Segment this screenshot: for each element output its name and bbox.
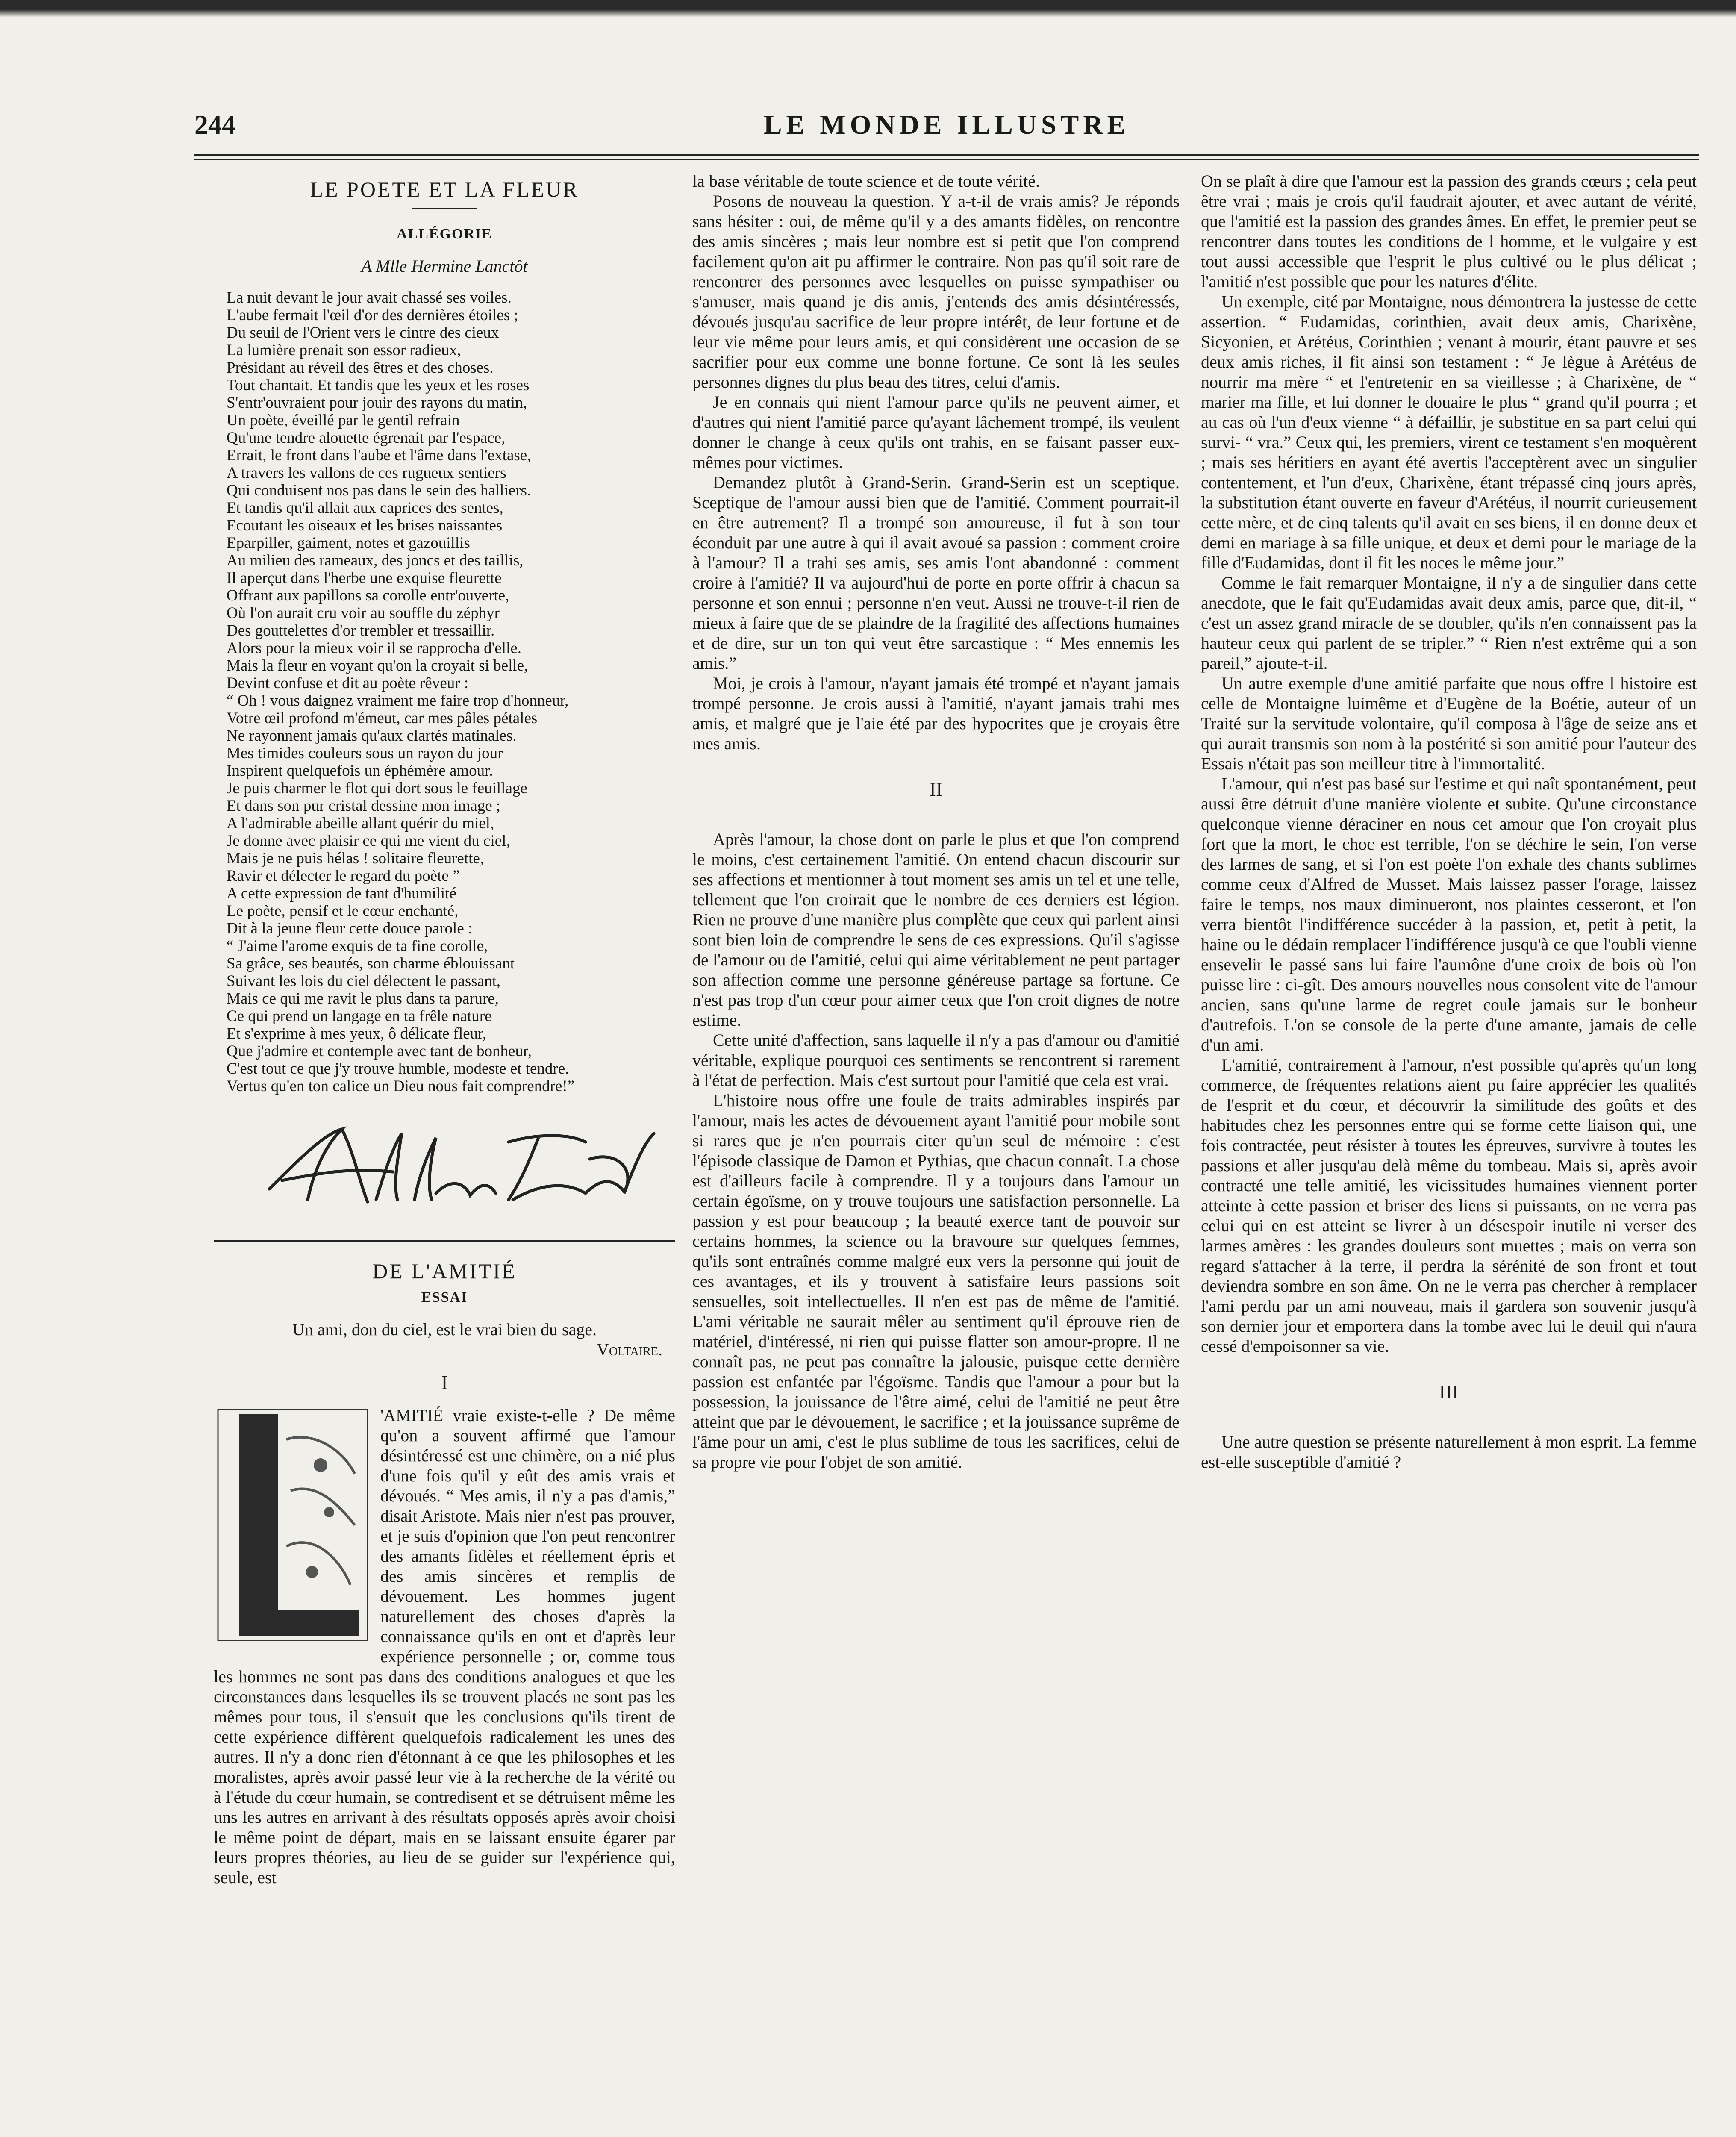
poem-line: Je puis charmer le flot qui dort sous le feuillage bbox=[227, 780, 527, 797]
section-heading-1: I bbox=[441, 1372, 448, 1393]
poem-line: Du seuil de l'Orient vers le cintre des cieux bbox=[227, 324, 499, 341]
poem-line: Des gouttelettes d'or trembler et tressaillir. bbox=[227, 622, 495, 639]
essay-paragraph: Posons de nouveau la question. Y a-t-il de vrais amis? Je réponds sans hésiter : oui, de même qu'il y a des amants fidèles, on rencontre des amis sincères ; mais leur nombre est si petit que l'on comprend facilement qu'on ait pu affirmer le contraire. Non pas qu'il soit rare de rencontrer des personnes avec lesquelles on puisse sympathiser ou s'amuser, mais quand je dis amis, j'entends des amis désintéressés, dévoués jusqu'au sacrifice de leur propre intérêt, de leur fortune et de leur vie même pour leurs amis, et qui considèrent une occasion de se sacrifier pour eux comme une bonne fortune. Ce sont là les seules personnes dignes du plus beau des titres, celui d'amis. bbox=[692, 191, 1180, 391]
epigraph-author: Voltaire. bbox=[597, 1340, 662, 1359]
essay-paragraph: L'histoire nous offre une foule de traits admirables inspirés par l'amour, mais les actes de dévouement ayant l'amitié pour mobile sont si rares que je n'en pourrais citer qu'un seul de mémoire : c'est l'épisode classique de Damon et Pythias, que chacun connaît. La chose est d'ailleurs facile à comprendre. Il y a toujours dans l'amour un certain égoïsme, on y trouve toujours une satisfaction personnelle. La passion y est pour beaucoup ; la beauté exerce tant de pouvoir sur certains hommes, la science ou la bravoure sur quelques femmes, qu'ils sont entraînés comme malgré eux vers la personne qui jouit de ces avantages, et ils y trouvent à satisfaire leurs passions soit sensuelles, soit intellectuelles. Il n'en est pas de même de l'amitié. L'ami véritable ne saurait mêler au sentiment qu'il éprouve rien de matériel, d'intéressé, ni rien qui puisse flatter son amour-propre. Il ne connaît pas, ne peut pas connaître la jalousie, puisque cette dernière passion est enfantée par l'égoïsme. Tandis que l'amour a pour but la possession, la jouissance de l'être aimé, celui de l'amitié ne peut être atteint que par le dévouement, le sacrifice ; et la jouissance suprême de l'âme pour un ami, c'est le plus sublime de tous les sacrifices, celui de sa propre vie pour l'objet de son amitié. bbox=[692, 1091, 1180, 1472]
poem-line: Et dans son pur cristal dessine mon image ; bbox=[227, 797, 501, 815]
poem-line: Le poète, pensif et le cœur enchanté, bbox=[227, 902, 459, 920]
header-rule-thin bbox=[194, 159, 1699, 160]
essay-paragraph: Je en connais qui nient l'amour parce qu'ils ne peuvent aimer, et d'autres qui nient l'amitié parce qu'ayant lâchement trompé, ils veulent donner le change à ceux qu'ils ont trahis, en se faisant passer eux-mêmes pour victimes. bbox=[692, 392, 1180, 472]
essay-paragraph: Comme le fait remarquer Montaigne, il n'y a de singulier dans cette anecdote, que le fait qu'Eudamidas avait deux amis, parce que, dit-il, “ c'est un assez grand miracle de se doubler, qu'ils n'en connaissent pas la hauteur ceux qui parlent de se tripler.” “ Rien n'est extrême qui a son pareil,” ajoute-t-il. bbox=[1201, 573, 1697, 673]
title-divider bbox=[412, 208, 477, 209]
author-signature bbox=[214, 1108, 675, 1223]
poem-line: Il aperçut dans l'herbe une exquise fleurette bbox=[227, 569, 502, 587]
poem-line: Au milieu des rameaux, des joncs et des taillis, bbox=[227, 552, 524, 569]
poem-body bbox=[214, 289, 675, 1095]
page-number: 244 bbox=[194, 109, 235, 140]
essay-paragraph: Un autre exemple d'une amitié parfaite que nous offre l histoire est celle de Montaigne luimême et d'Eugène de la Boétie, auteur of un Traité sur la servitude volontaire, qu'il composa à l'âge de seize ans et qui aurait transmis son nom à la postérité si son amitié pour l'auteur des Essais n'était pas son meilleur titre à l'immortalité. bbox=[1201, 674, 1697, 773]
poem-line: Où l'on aurait cru voir au souffle du zéphyr bbox=[227, 604, 500, 622]
essay-paragraph: 'AMITIÉ vraie existe-t-elle ? De même qu'on a souvent affirmé que l'amour désintéressé est une chimère, on a nié plus d'une fois qu'il y eût des amis vrais et dévoués. “ Mes amis, il n'y a pas d'amis,” disait Aristote. Mais nier n'est pas prouver, et je suis d'opinion que l'on peut rencontrer des amants fidèles et réellement épris et des amis sincères et remplis de dévouement. Les hommes jugent naturellement des choses d'après la connaissance qu'ils en ont et d'après leur expérience personnelle ; or, comme tous les hommes ne sont pas dans des conditions analogues et que les circonstances dans lesquelles ils se trouvent placés ne sont pas les mêmes pour tous, il s'ensuit que les conclusions qu'ils tirent de cette expérience diffèrent quelquefois radicalement les unes des autres. Il n'y a donc rien d'étonnant à ce que les philosophes et les moralistes, après avoir passé leur vie à la recherche de la vérité ou à l'étude du cœur humain, se contredisent et se détruisent même les uns les autres en arrivant à des résultats opposés après avoir choisi le même point de départ, mais en se laissant ensuite égarer par leurs propres théories, au lieu de se guider sur l'expérience qui, seule, est bbox=[214, 1406, 675, 1887]
essay-paragraph: L'amour, qui n'est pas basé sur l'estime et qui naît spontanément, peut aussi être détruit d'une manière violente et subite. Qu'une circonstance quelconque vienne déraciner en nous cet amour que l'on croyait plus fort que la mort, le choc est terrible, l'on se déchire le sein, l'on verse des larmes de sang, et si l'on est poète l'on exhale des chants sublimes comme ceux d'Alfred de Musset. Mais laissez passer l'orage, laissez faire le temps, nos maux diminueront, nos plaintes cesseront, et l'on verra bientôt l'indifférence succéder à la passion, et, petit à petit, la haine ou le dédain remplacer l'indifférence jusqu'à ce que l'oubli vienne ensevelir le passé sans lui faire l'aumône d'une croix de bois où l'on puisse lire : ci-gît. Des amours nouvelles nous consolent vite de l'amour ancien, sans qu'une larme de regret coule jamais sur le bonheur d'autrefois. L'on se console de la perte d'une amante, jamais de celle d'un ami. bbox=[1201, 774, 1697, 1054]
poem-line: Je donne avec plaisir ce qui me vient du ciel, bbox=[227, 832, 510, 850]
poem-line: Eparpiller, gaiment, notes et gazouillis bbox=[227, 534, 470, 552]
essay-paragraph: Un exemple, cité par Montaigne, nous démontrera la justesse de cette assertion. “ Eudamidas, corinthien, avait deux amis, Charixène, Sicyonien, et Arétéus, Corinthien ; venant à mourir, étant pauvre et ses deux amis riches, il fit ainsi son testament : “ Je lègue à Arétéus de nourrir ma mère “ et l'entretenir en sa vieillesse ; à Charixène, de “ marier ma fille, et lui donner le douaire le plus “ grand qu'il pourra ; et au cas où l'un d'eux vienne “ à défaillir, je substitue en sa part celui qui survi- “ vra.” Ceux qui, les premiers, virent ce testament s'en moquèrent ; mais ses héritiers en ayant été avertis l'acceptèrent avec un singulier contentement, et l'un d'eux, Charixène, étant trépassé cinq jours après, la substitution étant ouverte en faveur d'Arétéus, il nourrit curieusement cette mère, et de cinq talents qu'il avait en ses biens, il en donne deux et demi en mariage à sa fille unique, et deux et demi pour le mariage de la fille d'Eudamidas, dont il fit les noces le même jour.” bbox=[1201, 292, 1697, 572]
essay-paragraph: Demandez plutôt à Grand-Serin. Grand-Serin est un sceptique. Sceptique de l'amour aussi bien que de l'amitié. Comment pourrait-il en être autrement? Il a trompé son amoureuse, il fut à son tour éconduit par une autre à qui il avait avoué sa passion : comment croire à l'amour? Il a trahi ses amis, ses amis l'ont abandonné : comment croire à l'amitié? Il va aujourd'hui de porte en porte offrir à chacun sa personne et son ennui ; personne n'en veut. Aussi ne trouve-t-il rien de mieux à faire que de se plaindre de la fragilité des affections humaines et de dire, sur un ton qui veut être sarcastique : “ Mes ennemis les amis.” bbox=[692, 473, 1180, 673]
poem-line: Devint confuse et dit au poète rêveur : bbox=[227, 674, 469, 692]
section-divider bbox=[214, 1240, 675, 1244]
poem-line: “ J'aime l'arome exquis de ta fine corolle, bbox=[227, 937, 488, 955]
poem-line: Et tandis qu'il allait aux caprices des sentes, bbox=[227, 499, 503, 517]
poem-line: Présidant au réveil des êtres et des choses. bbox=[227, 359, 494, 377]
poem-dedication: A Mlle Hermine Lanctôt bbox=[361, 256, 528, 276]
essay-paragraph: Moi, je crois à l'amour, n'ayant jamais été trompé et n'ayant jamais trompé personne. Je crois aussi à l'amitié, n'ayant jamais trahi mes amis, et malgré que je l'aie été par des hypocrites que je croyais être mes amis. bbox=[692, 674, 1180, 753]
poem-subtitle: ALLÉGORIE bbox=[397, 226, 492, 242]
section-heading-3: III bbox=[1439, 1381, 1459, 1403]
header-rule bbox=[194, 154, 1699, 156]
essay-subtitle: ESSAI bbox=[421, 1289, 468, 1305]
poem-line: Un poète, éveillé par le gentil refrain bbox=[227, 412, 460, 429]
essay-paragraph: Après l'amour, la chose dont on parle le plus et que l'on comprend le moins, c'est certainement l'amitié. On entend chacun discourir sur ses affections et mentionner à tout moment ses amis un tel et une telle, tellement que l'on croirait que le nombre de ces derniers est légion. Rien ne prouve d'une manière plus complète que ceux qui parlent ainsi sont bien loin de comprendre le sens de ces expressions. Qu'il s'agisse de l'amour ou de l'amitié, celui qui aime véritablement ne peut partager son affection comme une personne généreuse partage sa fortune. Ce n'est pas trop d'un cœur pour aimer ceux que l'on croit dignes de notre estime. bbox=[692, 830, 1180, 1030]
poem-line: Offrant aux papillons sa corolle entr'ouverte, bbox=[227, 587, 509, 604]
poem-line: Ce qui prend un langage en ta frêle nature bbox=[227, 1007, 492, 1025]
essay-paragraph: On se plaît à dire que l'amour est la passion des grands cœurs ; cela peut être vrai ; mais je crois qu'il faudrait ajouter, et avec autant de vérité, que l'amitié est la passion des grandes âmes. En effet, le premier peut se rencontrer dans toutes les conditions de l homme, et le vulgaire y est tout aussi accessible que l'esprit le plus cultivé ou le plus délicat ; l'amitié n'est possible que pour les natures d'élite. bbox=[1201, 171, 1697, 291]
poem-line: Et s'exprime à mes yeux, ô délicate fleur, bbox=[227, 1025, 487, 1042]
decorative-initial-l bbox=[214, 1405, 372, 1645]
poem-line: Ecoutant les oiseaux et les brises naissantes bbox=[227, 517, 503, 534]
essay-paragraph: Cette unité d'affection, sans laquelle il n'y a pas d'amour ou d'amitié véritable, explique pourquoi ces sentiments se rencontrent si rarement à l'état de perfection. Mais c'est surtout pour l'amitié que cela est vrai. bbox=[692, 1030, 1180, 1090]
essay-paragraph: L'amitié, contrairement à l'amour, n'est possible qu'après qu'un long commerce, de fréquentes relations aient pu faire apprécier les qualités de l'esprit et du cœur, et découvrir la similitude des goûts et des habitudes chez les personnes entre qui se forme cette liaison qui, une fois contractée, peut résister à toutes les épreuves, survivre à toutes les passions et aller jusqu'au delà même du tombeau. Mais si, après avoir contracté une telle amitié, les vicissitudes humaines viennent porter atteinte à cette passion et briser des liens si puissants, on ne verra pas celui qui en est atteint se livrer à un désespoir inutile ni verser des larmes amères : les grandes douleurs sont muettes ; mais on verra son regard s'attacher à la terre, il perdra la sérénité de son front et tout deviendra sombre en son âme. On ne le verra pas chercher à remplacer l'ami perdu par un ami nouveau, mais il gardera son souvenir jusqu'à son dernier jour et emportera dans la tombe avec lui le deuil qui n'aura cessé d'empoisonner sa vie. bbox=[1201, 1055, 1697, 1356]
section-heading-2: II bbox=[929, 778, 943, 800]
poem-line: Ne rayonnent jamais qu'aux clartés matinales. bbox=[227, 727, 517, 745]
poem-line: Alors pour la mieux voir il se rapprocha d'elle. bbox=[227, 639, 521, 657]
scan-top-border bbox=[0, 0, 1736, 17]
poem-line: Sa grâce, ses beautés, son charme éblouissant bbox=[227, 955, 515, 972]
poem-line: L'aube fermait l'œil d'or des dernières étoiles ; bbox=[227, 306, 518, 324]
poem-line: La nuit devant le jour avait chassé ses voiles. bbox=[227, 289, 512, 306]
poem-line: Mais ce qui me ravit le plus dans ta parure, bbox=[227, 990, 499, 1007]
poem-line: S'entr'ouvraient pour jouir des rayons du matin, bbox=[227, 394, 527, 412]
column-2 bbox=[692, 171, 1180, 1472]
poem-line: Dit à la jeune fleur cette douce parole : bbox=[227, 920, 473, 937]
poem-line: Tout chantait. Et tandis que les yeux et les roses bbox=[227, 377, 530, 394]
page-header bbox=[194, 109, 1699, 147]
poem-line: C'est tout ce que j'y trouve humble, modeste et tendre. bbox=[227, 1060, 569, 1077]
poem-line: La lumière prenait son essor radieux, bbox=[227, 341, 461, 359]
poem-line: Vertus qu'en ton calice un Dieu nous fait comprendre!” bbox=[227, 1077, 575, 1095]
poem-line: Mais je ne puis hélas ! solitaire fleurette, bbox=[227, 850, 484, 867]
poem-line: Mes timides couleurs sous un rayon du jour bbox=[227, 745, 503, 762]
poem-line: Inspirent quelquefois un éphémère amour. bbox=[227, 762, 493, 780]
poem-line: Ravir et délecter le regard du poète ” bbox=[227, 867, 460, 885]
poem-line: “ Oh ! vous daignez vraiment me faire trop d'honneur, bbox=[227, 692, 569, 709]
essay-paragraph: Une autre question se présente naturellement à mon esprit. La femme est-elle susceptible d'amitié ? bbox=[1201, 1432, 1697, 1472]
poem-line: Mais la fleur en voyant qu'on la croyait si belle, bbox=[227, 657, 528, 674]
essay-paragraph: la base véritable de toute science et de toute vérité. bbox=[692, 171, 1040, 191]
poem-title: LE POETE ET LA FLEUR bbox=[310, 177, 579, 201]
column-1 bbox=[214, 171, 675, 1887]
poem-line: A cette expression de tant d'humilité bbox=[227, 885, 456, 902]
poem-line: Errait, le front dans l'aube et l'âme dans l'extase, bbox=[227, 447, 531, 464]
column-3 bbox=[1201, 171, 1697, 1472]
poem-line: Suivant les lois du ciel délectent le passant, bbox=[227, 972, 501, 990]
poem-line: Que j'admire et contemple avec tant de bonheur, bbox=[227, 1042, 532, 1060]
essay-title: DE L'AMITIÉ bbox=[372, 1259, 517, 1283]
epigraph: Un ami, don du ciel, est le vrai bien du sage. bbox=[292, 1320, 597, 1339]
poem-line: Qu'une tendre alouette égrenait par l'espace, bbox=[227, 429, 506, 447]
poem-line: A travers les vallons de ces rugueux sentiers bbox=[227, 464, 506, 482]
poem-line: Votre œil profond m'émeut, car mes pâles pétales bbox=[227, 709, 538, 727]
poem-line: Qui conduisent nos pas dans le sein des halliers. bbox=[227, 482, 531, 499]
poem-line: A l'admirable abeille allant quérir du miel, bbox=[227, 815, 494, 832]
masthead: LE MONDE ILLUSTRE bbox=[763, 109, 1130, 140]
